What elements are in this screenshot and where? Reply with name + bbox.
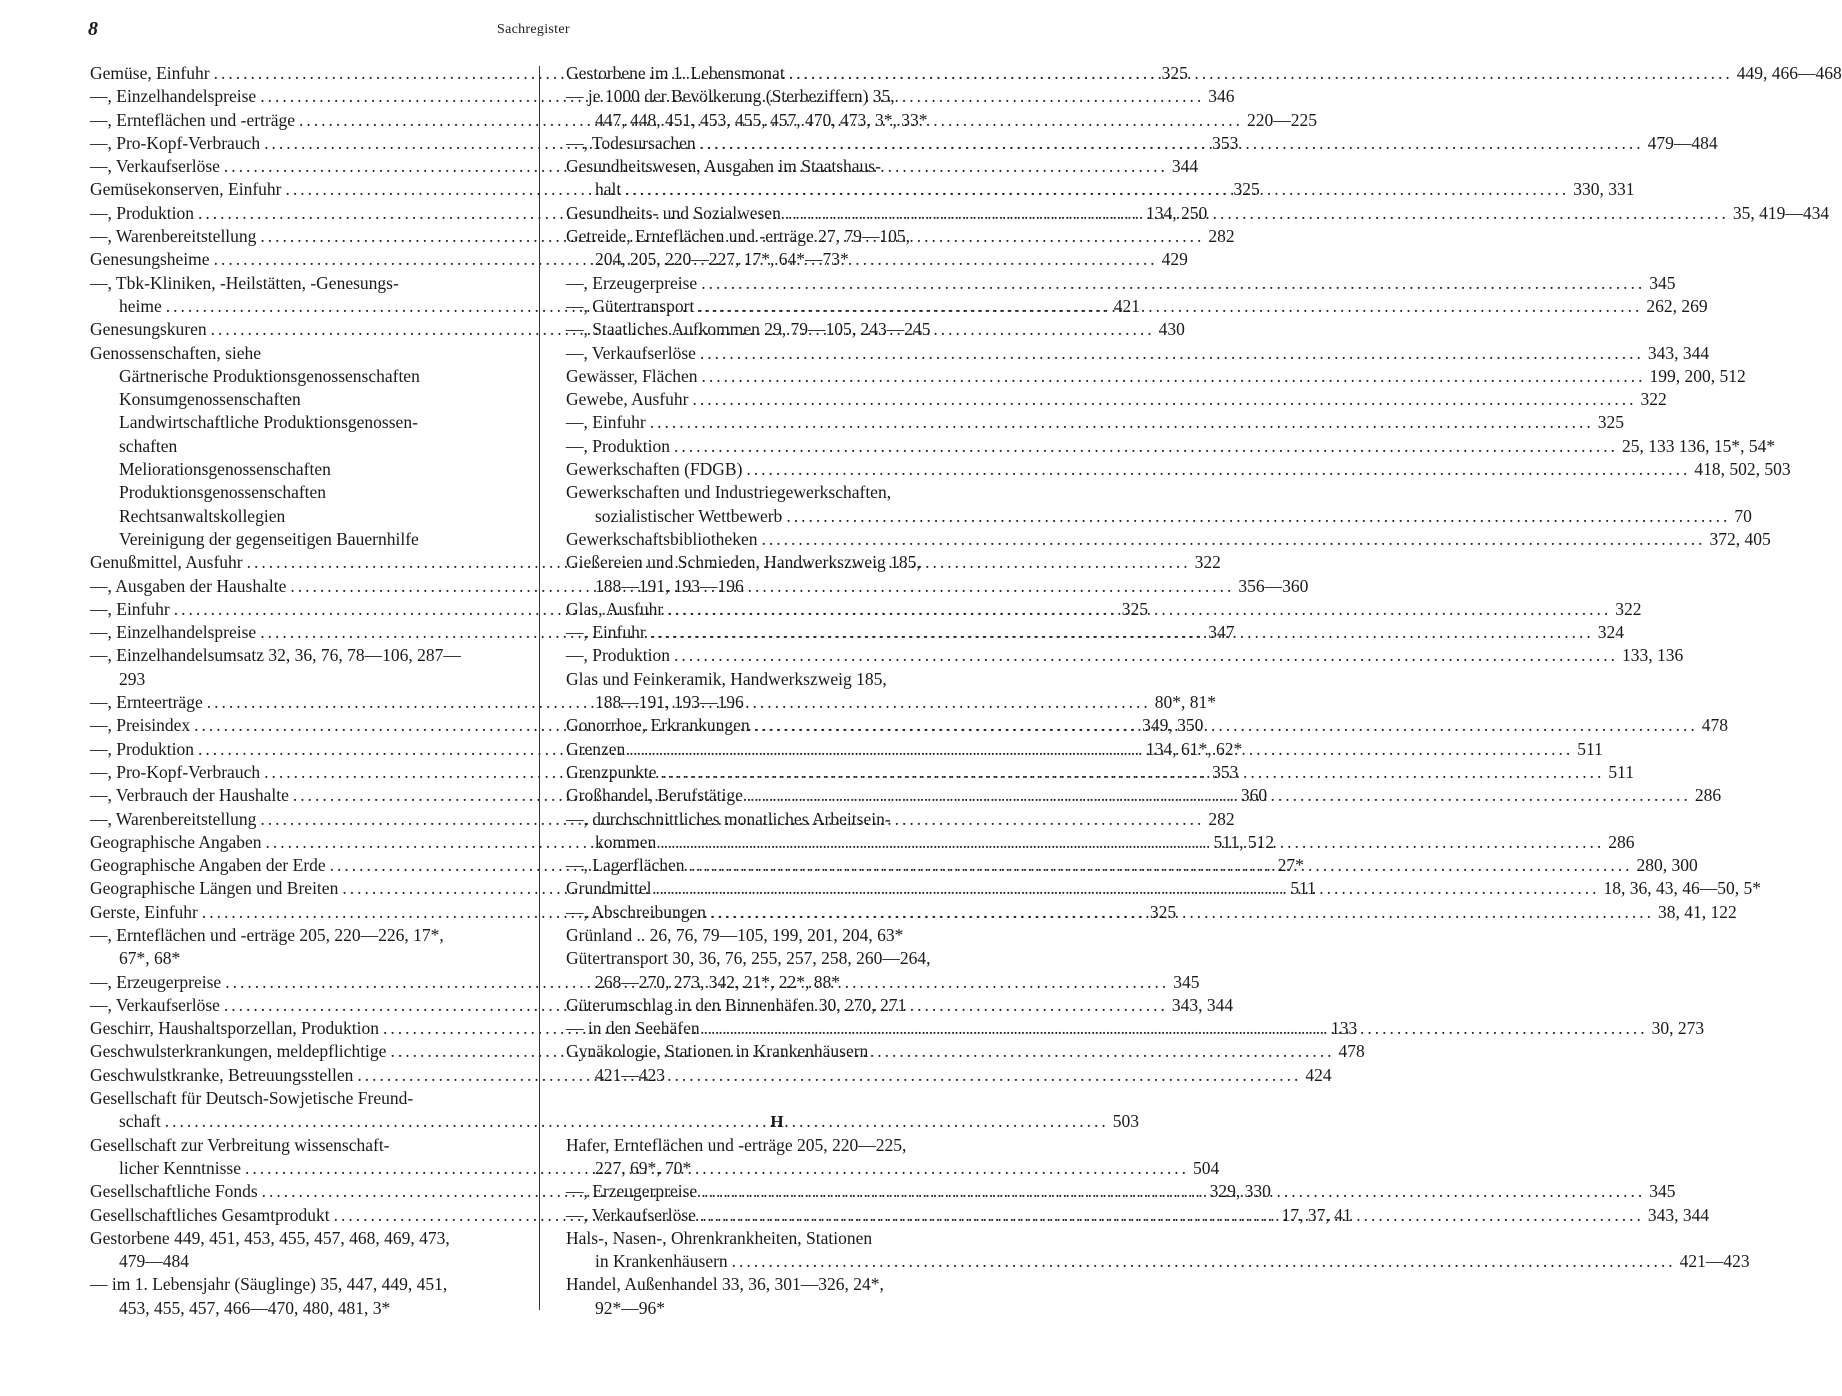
dot-leader <box>704 1017 1648 1040</box>
column-divider <box>539 66 540 1310</box>
entry-term: Gestorbene 449, 451, 453, 455, 457, 468, 469, 473, <box>90 1227 450 1248</box>
entry-term: 204, 205, 220—227, 17*, 64*—73* <box>595 249 849 270</box>
entry-term: —, Warenbereitstellung <box>90 808 257 829</box>
entry-term: Glas und Feinkeramik, Handwerkszweig 185, <box>566 668 887 689</box>
entry-term: —, Ernteerträge <box>90 692 203 713</box>
entry-term: Meliorationsgenossenschaften <box>119 459 331 480</box>
entry-term: Handel, Außenhandel 33, 36, 301—326, 24*, <box>566 1274 884 1295</box>
entry-term: — im 1. Lebensjahr (Säuglinge) 35, 447, 449, 451, <box>90 1274 448 1295</box>
entry-term: —, durchschnittliches monatliches Arbeitsein- <box>566 808 891 829</box>
entry-pages: 330, 331 <box>1573 179 1635 200</box>
entry-pages: 325 <box>1149 901 1177 922</box>
entry-term: Gewebe, Ausfuhr <box>566 389 689 410</box>
dot-leader <box>629 738 1573 761</box>
entry-term: Grenzen <box>566 738 626 759</box>
entry-term: —, Ernteflächen und -erträge 205, 220—226, 17*, <box>90 924 444 945</box>
index-entry <box>566 1250 1750 1273</box>
entry-term: Gewerkschaftsbibliotheken <box>566 528 758 549</box>
entry-term: Gestorbene im 1. Lebensmonat <box>566 63 785 83</box>
entry-term: Großhandel, Berufstätige <box>566 785 743 806</box>
entry-pages: 511 <box>1608 761 1634 782</box>
entry-pages: 360 <box>1240 785 1268 806</box>
dot-leader <box>650 411 1594 434</box>
entry-pages: 353 <box>1212 761 1239 782</box>
entry-pages: 421—423 <box>1679 1251 1750 1272</box>
entry-term: Genesungsheime <box>90 249 210 270</box>
entry-term: Genossenschaften, siehe <box>90 342 262 363</box>
entry-term: Gonorrhoe, Erkrankungen <box>566 715 750 736</box>
entry-pages: 345 <box>1649 272 1676 293</box>
entry-term: Glas, Ausfuhr <box>566 598 664 619</box>
index-entry <box>566 1297 988 1320</box>
entry-pages: 324 <box>1597 622 1624 643</box>
entry-pages: 503 <box>1112 1111 1140 1132</box>
entry-pages: 25, 133 136, 15*, 54* <box>1622 435 1776 456</box>
entry-term: —, Warenbereitstellung <box>90 226 257 247</box>
dot-leader <box>754 714 1698 737</box>
index-entry <box>566 318 988 341</box>
entry-term: Grünland .. 26, 76, 79—105, 199, 201, 204, 63* <box>566 924 904 945</box>
dot-leader <box>660 761 1604 784</box>
entry-pages: 199, 200, 512 <box>1649 365 1746 386</box>
entry-pages: 133, 136 <box>1622 645 1684 666</box>
dot-leader <box>710 901 1654 924</box>
dot-leader <box>789 62 1733 85</box>
index-entry <box>90 272 512 295</box>
entry-term: Grundmittel <box>566 878 652 899</box>
entry-term: —, Einfuhr <box>566 622 646 643</box>
entry-pages: 424 <box>1305 1064 1332 1085</box>
entry-term: —, Einzelhandelspreise <box>90 622 257 643</box>
entry-term: —, Pro-Kopf-Verbrauch <box>90 132 261 153</box>
entry-term: Güterumschlag in den Binnenhäfen 30, 270, 271 <box>566 994 907 1015</box>
entry-pages: 322 <box>1640 389 1667 410</box>
entry-term: Geschirr, Haushaltsporzellan, Produktion <box>90 1018 379 1039</box>
entry-pages: 282 <box>1208 808 1235 829</box>
entry-pages: 344 <box>1171 156 1199 177</box>
entry-term: 421—423 <box>595 1064 665 1085</box>
entry-term: —, Produktion <box>566 435 671 456</box>
entry-term: 453, 455, 457, 466—470, 480, 481, 3* <box>119 1297 391 1318</box>
entry-pages: 325 <box>1121 598 1148 619</box>
index-entry <box>90 924 512 947</box>
index-entry <box>566 575 988 598</box>
entry-term: Gesellschaftliche Fonds <box>90 1181 258 1202</box>
index-entry <box>90 365 512 388</box>
entry-pages: 325 <box>1233 179 1260 200</box>
entry-term: —, Gütertransport <box>566 295 695 316</box>
entry-term: —, Einfuhr <box>566 412 646 433</box>
entry-term: Gewässer, Flächen <box>566 365 698 386</box>
entry-term: Hals-, Nasen-, Ohrenkrankheiten, Stationen <box>566 1227 873 1248</box>
entry-term: Gesundheitswesen, Ausgaben im Staatshaus- <box>566 156 881 177</box>
entry-pages: 353 <box>1212 132 1239 153</box>
entry-pages: 286 <box>1694 785 1722 806</box>
entry-pages: 329, 330 <box>1209 1181 1271 1202</box>
entry-pages: 262, 269 <box>1646 295 1708 316</box>
dot-leader <box>701 272 1645 295</box>
index-entry <box>90 1273 512 1296</box>
entry-pages: 134, 61*, 62* <box>1146 738 1243 759</box>
entry-term: —, Erzeugerpreise <box>90 971 222 992</box>
entry-pages: 38, 41, 122 <box>1657 901 1737 922</box>
entry-term: schaften <box>119 435 178 456</box>
entry-term: 188—191, 193—196 <box>595 575 744 596</box>
entry-term: Vereinigung der gegenseitigen Bauernhilfe <box>119 528 419 549</box>
dot-leader <box>650 621 1594 644</box>
entry-term: in Krankenhäusern <box>595 1251 728 1272</box>
entry-term: 268—270, 273, 342, 21*, 22*, 88* <box>595 971 840 992</box>
entry-term: —, Pro-Kopf-Verbrauch <box>90 761 261 782</box>
entry-term: kommen <box>595 831 657 852</box>
index-entry <box>90 947 512 970</box>
index-entry <box>566 947 988 970</box>
entry-term: Gesundheits- und Sozialwesen <box>566 202 781 223</box>
entry-pages: 30, 273 <box>1651 1018 1705 1039</box>
dot-leader <box>700 132 1644 155</box>
entry-term: Gärtnerische Produktionsgenossenschaften <box>119 365 420 386</box>
entry-pages: 478 <box>1701 715 1728 736</box>
index-entry <box>566 551 988 574</box>
entry-pages: 343, 344 <box>1647 1204 1710 1225</box>
entry-pages: 372, 405 <box>1709 528 1771 549</box>
entry-term: sozialistischer Wettbewerb <box>595 505 783 526</box>
entry-term: Konsumgenossenschaften <box>119 389 301 410</box>
dot-leader <box>656 877 1600 900</box>
index-entry <box>566 411 1624 434</box>
entry-pages: 345 <box>1173 971 1200 992</box>
entry-term: Gynäkologie, Stationen in Krankenhäusern <box>566 1041 869 1062</box>
entry-pages: 504 <box>1192 1157 1220 1178</box>
dot-leader <box>747 784 1691 807</box>
entry-term: schaft <box>119 1111 161 1132</box>
entry-term: Gerste, Einfuhr <box>90 901 198 922</box>
index-entry <box>566 644 1684 667</box>
entry-term: Grenzpunkte <box>566 761 657 782</box>
index-entry <box>566 528 1771 551</box>
entry-pages: 325 <box>1597 412 1624 433</box>
page-number: 8 <box>88 18 98 40</box>
entry-pages: 343, 344 <box>1171 994 1234 1015</box>
entry-pages: 511, 512 <box>1213 831 1275 852</box>
entry-term: —, Verkaufserlöse <box>90 156 220 177</box>
dot-leader <box>667 598 1611 621</box>
entry-term: Gewerkschaften (FDGB) <box>566 459 743 480</box>
dot-leader <box>674 435 1618 458</box>
entry-term: Gemüse, Einfuhr <box>90 63 210 83</box>
index-entry <box>90 435 512 458</box>
dot-leader <box>785 202 1729 225</box>
entry-term: —, Tbk-Kliniken, -Heilstätten, -Genesungs- <box>90 272 399 293</box>
index-entry <box>566 458 1791 481</box>
index-entry <box>566 668 988 691</box>
entry-pages: 134, 250 <box>1146 202 1208 223</box>
entry-term: —, Einzelhandelspreise <box>90 86 257 107</box>
entry-term: —, Preisindex <box>90 715 191 736</box>
entry-term: —, Verkaufserlöse <box>90 994 220 1015</box>
entry-term: Geographische Angaben <box>90 831 262 852</box>
dot-leader <box>700 342 1644 365</box>
entry-term: Rechtsanwaltskollegien <box>119 505 286 526</box>
index-entry <box>566 248 988 271</box>
entry-pages: 345 <box>1649 1181 1676 1202</box>
dot-leader <box>625 178 1569 201</box>
entry-term: —, Staatliches Aufkommen 29, 79—105, 243—245 <box>566 319 931 340</box>
entry-pages: 356—360 <box>1238 575 1309 596</box>
entry-term: —, Einzelhandelsumsatz 32, 36, 76, 78—106, 287— <box>90 645 461 666</box>
entry-term: — in den Seehäfen <box>566 1018 700 1039</box>
dot-leader <box>700 1204 1644 1227</box>
entry-term: Gewerkschaften und Industriegewerkschaften, <box>566 482 892 503</box>
entry-term: Gesellschaft für Deutsch-Sowjetische Freund- <box>90 1088 414 1109</box>
entry-term: Gesellschaft zur Verbreitung wissenschaft- <box>90 1134 390 1155</box>
index-entry <box>566 994 988 1017</box>
entry-term: —, Produktion <box>90 202 195 223</box>
entry-term: —, Verkaufserlöse <box>566 342 696 363</box>
entry-term: —, Ausgaben der Haushalte <box>90 575 287 596</box>
entry-term: 479—484 <box>119 1251 189 1272</box>
dot-leader <box>698 295 1642 318</box>
entry-term: —, Verbrauch der Haushalte <box>90 785 289 806</box>
entry-pages: 418, 502, 503 <box>1694 459 1791 480</box>
entry-term: Genesungskuren <box>90 319 207 340</box>
index-entry <box>566 272 1676 295</box>
index-entry <box>90 1110 1140 1133</box>
index-entry <box>90 458 512 481</box>
index-entry <box>90 481 512 504</box>
running-head: Sachregister <box>497 22 570 37</box>
index-entry <box>90 505 512 528</box>
entry-pages: 478 <box>1338 1041 1365 1062</box>
entry-term: —, Lagerflächen <box>566 855 685 876</box>
entry-term: —, Erzeugerpreise <box>566 272 698 293</box>
entry-pages: 70 <box>1734 505 1752 526</box>
index-entry <box>90 1227 512 1250</box>
entry-term: —, Einfuhr <box>90 598 170 619</box>
entry-term: heime <box>119 295 162 316</box>
entry-pages: 80*, 81* <box>1154 692 1216 713</box>
dot-leader <box>786 505 1730 528</box>
entry-term: Gesellschaftliches Gesamtprodukt <box>90 1204 330 1225</box>
entry-term: Genußmittel, Ausfuhr <box>90 552 243 573</box>
entry-pages: 286 <box>1608 831 1635 852</box>
entry-term: 293 <box>119 668 146 689</box>
index-entry <box>566 388 1667 411</box>
dot-leader <box>701 1180 1645 1203</box>
entry-term: 92*—96* <box>595 1297 665 1318</box>
index-entry <box>566 342 1710 365</box>
entry-term: Geschwulstkranke, Betreuungsstellen <box>90 1064 354 1085</box>
index-entry <box>566 225 988 248</box>
entry-term: Hafer, Ernteflächen und -erträge 205, 220—225, <box>566 1134 907 1155</box>
entry-pages: 449, 466—468 <box>1736 63 1842 83</box>
entry-pages: 430 <box>1158 319 1185 340</box>
dot-leader <box>746 458 1690 481</box>
entry-pages: 18, 36, 43, 46—50, 5* <box>1603 878 1762 899</box>
entry-term: Produktionsgenossenschaften <box>119 482 327 503</box>
entry-term: —, Todesursachen <box>566 132 696 153</box>
index-entry <box>566 691 988 714</box>
entry-term: Landwirtschaftliche Produktionsgenossen- <box>119 412 418 433</box>
entry-pages: 280, 300 <box>1636 855 1698 876</box>
entry-term: Geographische Angaben der Erde <box>90 855 326 876</box>
entry-term: — je 1000 der Bevölkerung (Sterbeziffern) 35, <box>566 86 895 107</box>
entry-pages: 133 <box>1330 1018 1358 1039</box>
entry-pages: 35, 419—434 <box>1732 202 1830 223</box>
index-entry <box>566 1064 988 1087</box>
entry-term: Geographische Längen und Breiten <box>90 878 339 899</box>
entry-term: Gütertransport 30, 36, 76, 255, 257, 258, 260—264, <box>566 948 931 969</box>
entry-pages: 325 <box>1161 63 1188 83</box>
entry-pages: 27* <box>1277 855 1304 876</box>
entry-pages: 421 <box>1113 295 1141 316</box>
entry-term: —, Verkaufserlöse <box>566 1204 696 1225</box>
entry-pages: 343, 344 <box>1647 342 1710 363</box>
dot-leader <box>660 831 1604 854</box>
index-entry <box>566 155 988 178</box>
entry-term: 227, 69*, 70* <box>595 1157 692 1178</box>
index-entry <box>90 342 512 365</box>
entry-term: Gemüsekonserven, Einfuhr <box>90 179 282 200</box>
entry-pages: 511 <box>1290 878 1316 899</box>
entry-term: 447, 448, 451, 453, 455, 457, 470, 473, 3*, 33* <box>595 109 928 130</box>
entry-pages: 511 <box>1577 738 1603 759</box>
index-entry <box>90 668 512 691</box>
entry-pages: 429 <box>1161 249 1188 270</box>
index-entry <box>90 644 512 667</box>
entry-term: Getreide, Ernteflächen und -erträge 27, 79—105, <box>566 226 911 247</box>
dot-leader <box>692 388 1636 411</box>
dot-leader <box>761 528 1705 551</box>
section-letter: H <box>770 1112 784 1132</box>
entry-term: —, Ernteflächen und -erträge <box>90 109 296 130</box>
index-entry <box>566 1273 988 1296</box>
index-entry <box>566 1227 988 1250</box>
entry-term: halt <box>595 179 622 200</box>
index-entry <box>90 1297 512 1320</box>
entry-term: 67*, 68* <box>119 948 181 969</box>
entry-pages: 17, 37, 41 <box>1281 1204 1352 1225</box>
index-entry <box>90 1134 512 1157</box>
index-entry <box>566 1157 988 1180</box>
index-entry <box>566 109 988 132</box>
entry-pages: 349, 350 <box>1142 715 1204 736</box>
index-entry <box>566 365 1746 388</box>
dot-leader <box>701 365 1645 388</box>
index-entry <box>566 971 988 994</box>
entry-pages: 346 <box>1208 86 1235 107</box>
entry-pages: 220—225 <box>1247 109 1318 130</box>
index-entry <box>90 1087 512 1110</box>
index-entry <box>90 388 512 411</box>
entry-term: Gießereien und Schmieden, Handwerkszweig 185, <box>566 552 921 573</box>
dot-leader <box>732 1250 1676 1273</box>
index-entry <box>90 528 512 551</box>
index-entry <box>566 1134 988 1157</box>
entry-term: Geschwulsterkrankungen, meldepflichtige <box>90 1041 387 1062</box>
entry-pages: 479—484 <box>1647 132 1718 153</box>
dot-leader <box>689 854 1633 877</box>
entry-pages: 322 <box>1615 598 1642 619</box>
entry-term: —, Produktion <box>566 645 671 666</box>
entry-term: 188—191, 193—196 <box>595 692 744 713</box>
index-entry <box>90 411 512 434</box>
index-entry <box>566 85 988 108</box>
entry-term: —, Erzeugerpreise <box>566 1181 698 1202</box>
entry-term: —, Produktion <box>90 738 195 759</box>
index-entry <box>566 481 988 504</box>
entry-pages: 347 <box>1208 622 1235 643</box>
index-entry <box>566 435 1776 458</box>
entry-pages: 322 <box>1194 552 1221 573</box>
entry-term: —, Abschreibungen <box>566 901 706 922</box>
index-entry <box>566 505 1752 528</box>
index-entry <box>566 924 988 947</box>
index-entry <box>566 1040 988 1063</box>
entry-pages: 282 <box>1208 226 1235 247</box>
dot-leader <box>674 644 1618 667</box>
entry-term: licher Kenntnisse <box>119 1157 241 1178</box>
index-entry <box>90 1250 512 1273</box>
index-entry <box>566 808 988 831</box>
